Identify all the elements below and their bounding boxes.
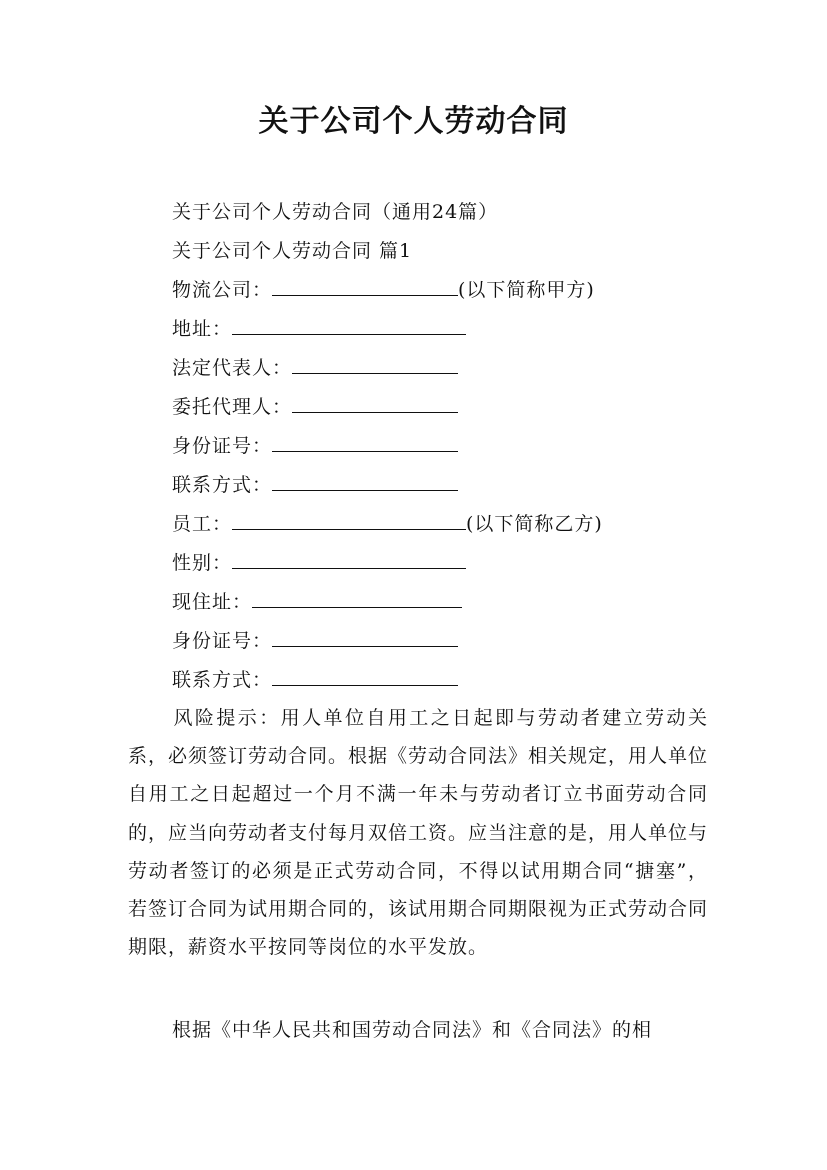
- field-employee: [172, 505, 712, 544]
- risk-paragraph: [128, 699, 708, 966]
- field-label: 现住址：: [172, 591, 253, 613]
- field-current-address: [172, 583, 712, 622]
- blank-line: [232, 310, 466, 335]
- blank-line: [272, 427, 458, 452]
- field-suffix: (以下简称甲方): [458, 279, 595, 301]
- field-contact-a: [172, 466, 712, 505]
- basis-paragraph: [128, 1011, 708, 1049]
- field-label: 委托代理人：: [172, 396, 293, 418]
- blank-line: [292, 349, 458, 374]
- field-address: [172, 310, 712, 349]
- field-id-number-a: [172, 427, 712, 466]
- blank-line: [292, 388, 458, 413]
- blank-line: [252, 583, 462, 608]
- blank-line: [232, 505, 466, 530]
- section-heading: 关于公司个人劳动合同 篇1: [172, 240, 413, 262]
- field-label: 物流公司：: [172, 279, 273, 301]
- field-label: 员工：: [172, 513, 233, 535]
- field-label: 联系方式：: [172, 474, 273, 496]
- field-label: 地址：: [172, 318, 233, 340]
- field-label: 身份证号：: [172, 630, 273, 652]
- field-id-number-b: [172, 622, 712, 661]
- basis-paragraph-text: 根据《中华人民共和国劳动合同法》和《合同法》的相: [172, 1019, 653, 1041]
- blank-line: [272, 661, 458, 686]
- document-subtitle: 关于公司个人劳动合同（通用24篇）: [172, 201, 499, 223]
- document-title: 关于公司个人劳动合同: [258, 104, 569, 139]
- field-company: [172, 271, 712, 310]
- field-label: 性别：: [172, 552, 233, 574]
- blank-line: [272, 271, 458, 296]
- field-contact-b: [172, 661, 712, 700]
- field-suffix: (以下简称乙方): [466, 513, 603, 535]
- risk-paragraph-text: 风险提示：用人单位自用工之日起即与劳动者建立劳动关系，必须签订劳动合同。根据《劳动合同法》相关规定，用人单位自用工之日起超过一个月不满一年未与劳动者订立书面劳动合同的，应当向劳动者支付每月双倍工资。应当注意的是，用人单位与劳动者签订的必须是正式劳动合同，不得以试用期合同“搪塞”，若签订合同为试用期合同的，该试用期合同期限视为正式劳动合同期限，薪资水平按同等岗位的水平发放。: [128, 707, 709, 959]
- field-agent: [172, 388, 712, 427]
- blank-line: [272, 466, 458, 491]
- header-lines: [172, 193, 712, 700]
- field-label: 法定代表人：: [172, 357, 293, 379]
- field-label: 联系方式：: [172, 669, 273, 691]
- blank-line: [272, 622, 458, 647]
- blank-line: [232, 544, 466, 569]
- field-gender: [172, 544, 712, 583]
- field-label: 身份证号：: [172, 435, 273, 457]
- field-legal-rep: [172, 349, 712, 388]
